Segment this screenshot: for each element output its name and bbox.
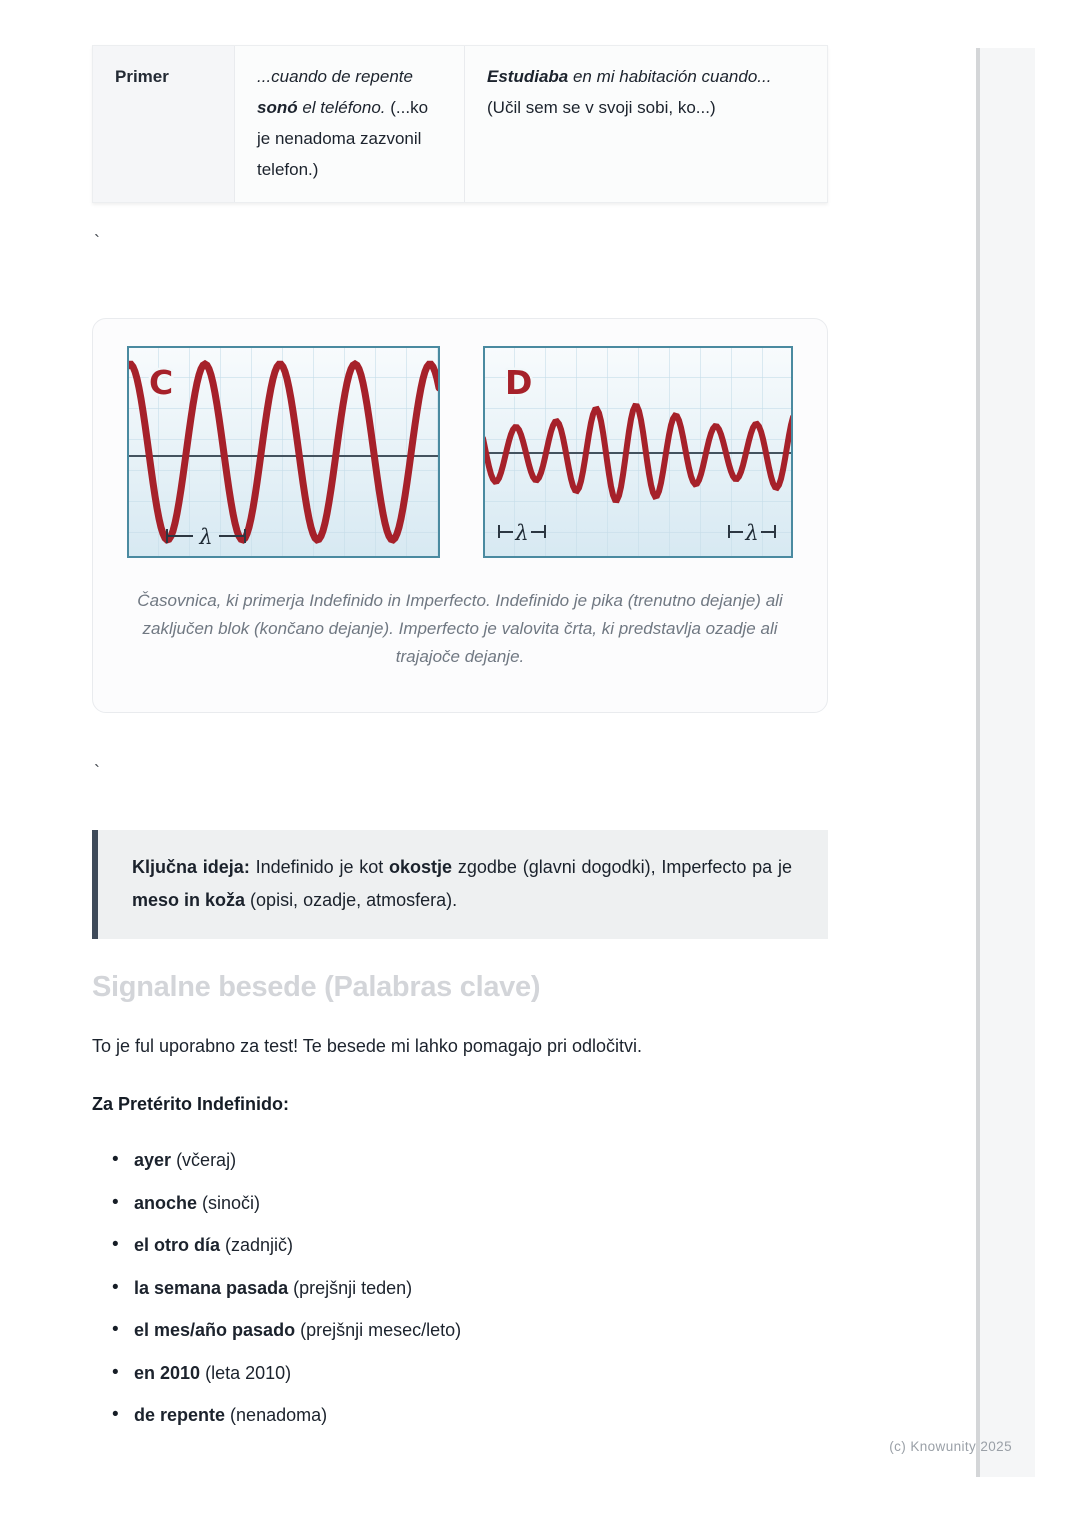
signal-note: (prejšnji mesec/leto) bbox=[300, 1320, 462, 1340]
key-idea-part3: (opisi, ozadje, atmosfera). bbox=[245, 890, 458, 911]
indefinido-sl: (...ko je nenadoma zazvonil telefon.) bbox=[257, 97, 429, 179]
wave-panel-c bbox=[127, 346, 440, 558]
list-item bbox=[112, 1320, 792, 1341]
table-cell-indefinido bbox=[234, 46, 464, 202]
signal-term: el mes/año pasado bbox=[134, 1320, 296, 1340]
signal-term: el otro día bbox=[134, 1235, 221, 1255]
list-item bbox=[112, 1363, 792, 1384]
example-table bbox=[92, 45, 828, 203]
section-heading: Signalne besede (Palabras clave) bbox=[92, 971, 541, 1003]
list-item bbox=[112, 1235, 792, 1256]
scrollbar-track[interactable] bbox=[976, 48, 1035, 1477]
signal-note: (sinoči) bbox=[202, 1192, 261, 1213]
list-item bbox=[112, 1193, 792, 1214]
stray-backtick: ` bbox=[94, 232, 100, 252]
stray-backtick: ` bbox=[94, 762, 100, 782]
key-idea-part2: zgodbe (glavni dogodki), Imperfecto pa je bbox=[452, 857, 792, 877]
list-item bbox=[112, 1278, 792, 1299]
lambda-label: λ bbox=[199, 525, 213, 549]
figure-caption: Časovnica, ki primerja Indefinido in Imperfecto. Indefinido je pika (trenutno dejanje) ali zaključen blok (končano dejanje). Imperfecto je valovita črta, ki predstavlja ozadje ali trajajoče dejanje. bbox=[137, 591, 783, 667]
signal-note: (prejšnji teden) bbox=[293, 1277, 413, 1298]
key-idea-part1: Indefinido je kot bbox=[249, 857, 390, 877]
signal-note: (leta 2010) bbox=[205, 1362, 292, 1383]
indefinido-es-bold: sonó bbox=[257, 97, 298, 117]
imperfecto-es-post: en mi habitación cuando... bbox=[568, 67, 772, 86]
table-cell-imperfecto bbox=[464, 46, 827, 202]
indefinido-es-pre: ...cuando de repente bbox=[257, 67, 413, 86]
signal-word-list bbox=[112, 1150, 792, 1448]
wave-panels bbox=[93, 346, 827, 558]
signal-term: de repente bbox=[134, 1405, 226, 1425]
wave-panel-d bbox=[483, 346, 793, 558]
panel-letter-d: D bbox=[505, 363, 533, 402]
sub-heading: Za Pretérito Indefinido: bbox=[92, 1094, 290, 1114]
lambda-label-left: λ bbox=[515, 521, 529, 545]
signal-note: (nenadoma) bbox=[230, 1405, 328, 1425]
list-item bbox=[112, 1150, 792, 1171]
indefinido-es-post: el teléfono. bbox=[297, 97, 386, 117]
panel-letter-c: C bbox=[149, 363, 174, 402]
signal-note: (včeraj) bbox=[176, 1150, 237, 1170]
imperfecto-sl: (Učil sem se v svoji sobi, ko...) bbox=[487, 97, 716, 117]
key-idea-blockquote bbox=[92, 830, 828, 939]
key-idea-bold1: okostje bbox=[389, 857, 453, 877]
copyright-watermark: (c) Knowunity 2025 bbox=[889, 1439, 1012, 1454]
wave-figure-card bbox=[92, 318, 828, 713]
signal-term: la semana pasada bbox=[134, 1277, 289, 1298]
table-row-label: Primer bbox=[93, 46, 234, 202]
imperfecto-es-bold: Estudiaba bbox=[487, 67, 569, 86]
list-item bbox=[112, 1405, 792, 1426]
lambda-label-right: λ bbox=[745, 521, 759, 545]
key-idea-label: Ključna ideja: bbox=[132, 857, 250, 877]
key-idea-bold2: meso in koža bbox=[132, 890, 246, 911]
intro-paragraph: To je ful uporabno za test! Te besede mi lahko pomagajo pri odločitvi. bbox=[92, 1036, 642, 1056]
signal-note: (zadnjič) bbox=[225, 1235, 294, 1255]
signal-term: ayer bbox=[134, 1150, 172, 1170]
signal-term: anoche bbox=[134, 1192, 198, 1213]
signal-term: en 2010 bbox=[134, 1362, 201, 1383]
